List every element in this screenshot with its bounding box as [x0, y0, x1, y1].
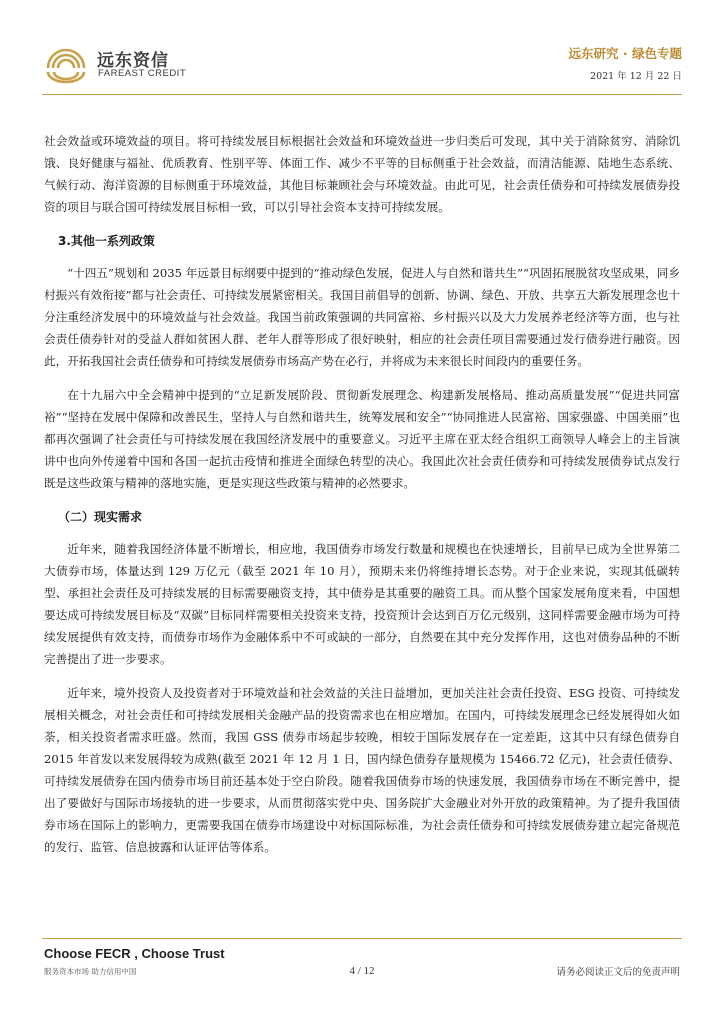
body-paragraph: “十四五”规划和 2035 年远景目标纲要中提到的“推动绿色发展，促进人与自然和谐共生”“巩固拓展脱贫攻坚成果，同乡村振兴有效衔接”都与社会责任、可持续发展紧密相关。我国目前倡导的创新、协调、绿色、开放、共享五大新发展理念也十分注重经济发展中的环境效益与社会效益。我国当前政策强调的共同富裕、乡村振兴以及大力发展养老经济等方面，也与社会责任债券针对的受益人群如贫困人群、老年人群等形成了很好映射，相应的社会责任项目需要通过发行债券进行融资。因此，开拓我国社会责任债券和可持续发展债券市场高产势在必行，并将成为未来很长时间段内的重要任务。	[44, 266, 680, 368]
footer-slogan: Choose FECR , Choose Trust	[44, 946, 225, 961]
report-date: 2021 年 12 月 22 日	[590, 71, 682, 82]
report-series-title: 远东研究 · 绿色专题	[568, 46, 682, 61]
body-paragraph: 近年来，随着我国经济体量不断增长，相应地，我国债券市场发行数量和规模也在快速增长，目前早已成为全世界第二大债券市场，体量达到 129 万亿元（截至 2021 年 10 月），预期未来仍将维持增长态势。对于企业来说，实现其低碳转型、承担社会责任及可持续发展的目标需要融资支持，其中债券是其重要的融资工具。而从整个国家发展角度来看，中国想要达成可持续发展目标及“双碳”目标同样需要相关投资来支持，投资预计会达到百万亿元级别，这同样需要金融市场为可持续发展提供有效支持，而债券市场作为金融体系中不可或缺的一部分，自然要在其中充分发挥作用，这也对债券品种的不断完善提出了进一步要求。	[44, 542, 680, 666]
page-number: 4 / 12	[349, 965, 375, 977]
header-divider	[42, 94, 682, 95]
fareast-credit-logo-icon	[42, 44, 90, 84]
footer-subslogan: 服务资本市场 助力信用中国	[44, 967, 137, 976]
document-body	[44, 130, 680, 870]
body-paragraph: 在十九届六中全会精神中提到的“立足新发展阶段、贯彻新发展理念、构建新发展格局、推动高质量发展”“促进共同富裕”“坚持在发展中保障和改善民生，坚持人与自然和谐共生，统筹发展和安全”“协同推进人民富裕、国家强盛、中国美丽”也都再次强调了社会责任与可持续发展在我国经济发展中的重要意义。习近平主席在亚太经合组织工商领导人峰会上的主旨演讲中也向外传递着中国和各国一起抗击疫情和推进全面绿色转型的决心。我国此次社会责任债券和可持续发展债券试点发行既是这些政策与精神的落地实施，更是实现这些政策与精神的必然要求。	[44, 388, 680, 490]
body-paragraph: 社会效益或环境效益的项目。将可持续发展目标根据社会效益和环境效益进一步归类后可发现，其中关于消除贫穷、消除饥饿、良好健康与福祉、优质教育、性别平等、体面工作、减少不平等的目标侧重于社会效益，而清洁能源、陆地生态系统、气候行动、海洋资源的目标侧重于环境效益，其他目标兼顾社会与环境效益。由此可见，社会责任债券和可持续发展债券投资的项目与联合国可持续发展目标相一致，可以引导社会资本支持可持续发展。	[44, 134, 680, 214]
section-heading-demand: （二）现实需求	[58, 510, 143, 524]
footer-divider	[42, 938, 682, 939]
brand-name-cn: 远东资信	[97, 51, 169, 71]
disclaimer-note: 请务必阅读正文后的免责声明	[556, 967, 680, 978]
brand-name-en: FAREAST CREDIT	[98, 68, 187, 79]
body-paragraph: 近年来，境外投资人及投资者对于环境效益和社会效益的关注日益增加，更加关注社会责任投资、ESG 投资、可持续发展相关概念，对社会责任和可持续发展相关金融产品的投资需求也在相应增加。在国内，可持续发展理念已经发展得如火如荼，相关投资者需求旺盛。然而，我国 GSS 债券市场起步较晚，相较于国际发展存在一定差距，这其中只有绿色债券自 2015 年首发以来发展得较为成熟(截至 2021 年 12 月 1 日，国内绿色债券存量规模为 15466.72 亿元)，社会责任债券、可持续发展债券在国内债券市场目前还基本处于空白阶段。随着我国债券市场的快速发展，我国债券市场在不断完善中，提出了要做好与国际市场接轨的进一步要求，从而贯彻落实党中央、国务院扩大金融业对外开放的政策精神。为了提升我国债券市场在国际上的影响力，更需要我国在债券市场建设中对标国际标准，为社会责任债券和可持续发展债券建立起完备规范的发行、监管、信息披露和认证评估等体系。	[44, 686, 680, 854]
page-header	[0, 0, 724, 100]
section-heading-policy: 3.其他一系列政策	[58, 234, 155, 248]
